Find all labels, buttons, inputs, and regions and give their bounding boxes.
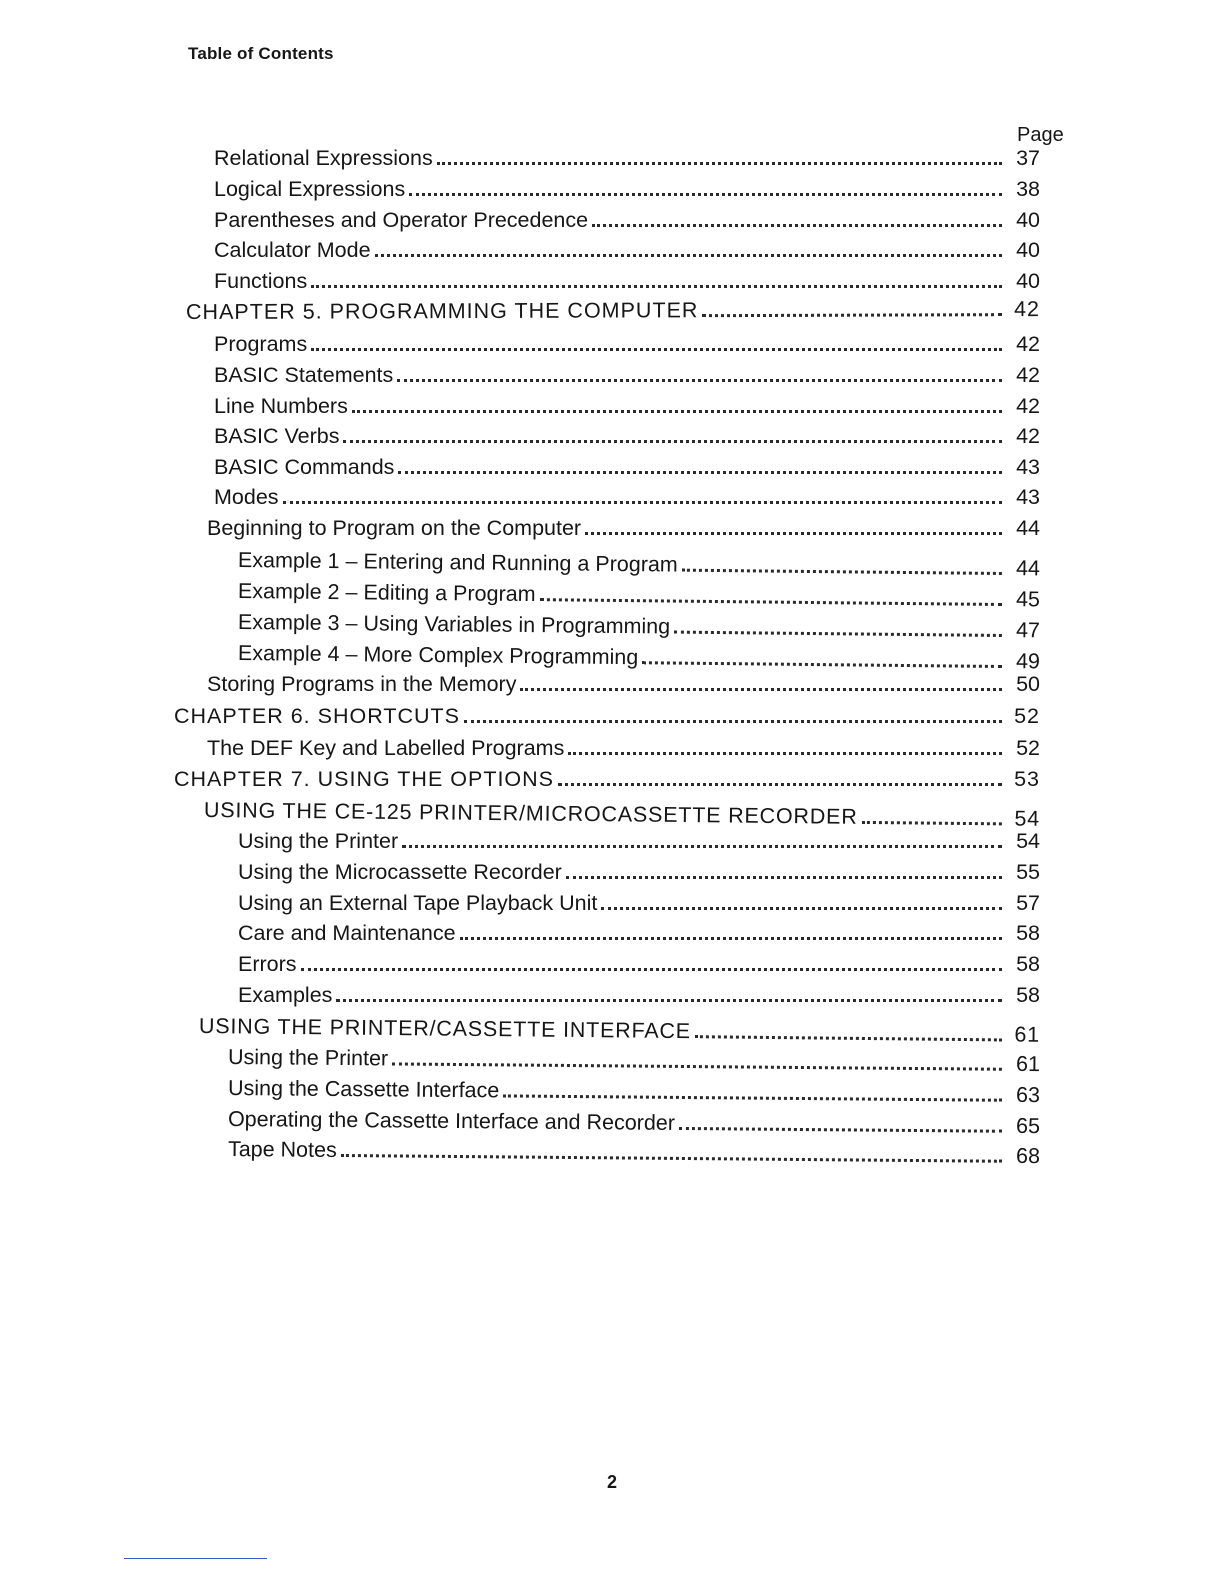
toc-entry-title: Storing Programs in the Memory xyxy=(207,672,517,696)
toc-entry-page: 45 xyxy=(1015,587,1041,612)
toc-entry-row xyxy=(214,330,1040,358)
toc-entry-page: 44 xyxy=(1015,556,1041,581)
toc-entry-page: 58 xyxy=(1016,983,1040,1007)
toc-entry-page: 63 xyxy=(1015,1082,1041,1108)
dot-leader xyxy=(674,631,1002,637)
page-header-title: Table of Contents xyxy=(188,44,334,63)
toc-entry-title: Relational Expressions xyxy=(214,146,433,170)
toc-entry-title: Example 1 – Entering and Running a Program xyxy=(237,548,678,577)
toc-entry-row xyxy=(228,1135,1040,1170)
toc-entry-page: 42 xyxy=(1014,297,1041,322)
toc-entry-row xyxy=(214,206,1040,234)
toc-entry-page: 55 xyxy=(1016,860,1040,884)
toc-entry-title: Logical Expressions xyxy=(214,177,406,201)
toc-entry-row xyxy=(214,175,1040,203)
toc-entry-page: 54 xyxy=(1014,806,1041,831)
dot-leader xyxy=(601,907,1002,910)
toc-entry-page: 53 xyxy=(1014,767,1040,791)
toc-entry-row xyxy=(214,392,1040,420)
dot-leader xyxy=(520,688,1002,691)
toc-entry-page: 40 xyxy=(1016,238,1040,262)
dot-leader xyxy=(341,1154,1002,1163)
toc-entry-row xyxy=(238,919,1040,947)
toc-entry-row xyxy=(238,858,1040,886)
dot-leader xyxy=(682,569,1002,575)
toc-entry-title: Example 2 – Editing a Program xyxy=(237,579,536,607)
dot-leader xyxy=(695,1035,1002,1041)
toc-entry-title: Care and Maintenance xyxy=(238,921,456,945)
dot-leader xyxy=(283,501,1002,504)
dot-leader xyxy=(460,937,1002,940)
toc-entry-row xyxy=(238,546,1040,582)
dot-leader xyxy=(398,471,1002,474)
toc-entry-row xyxy=(228,1074,1040,1109)
toc-chapter-row xyxy=(186,295,1040,326)
toc-entry-page: 57 xyxy=(1016,891,1040,915)
toc-entry-title: BASIC Statements xyxy=(214,363,394,387)
page-number: 2 xyxy=(606,1472,617,1492)
toc-entry-row xyxy=(207,734,1040,762)
toc-entry-row xyxy=(214,453,1040,481)
toc-entry-row xyxy=(207,670,1040,698)
dot-leader xyxy=(437,162,1002,165)
dot-leader xyxy=(642,661,1002,668)
dot-leader xyxy=(585,532,1002,535)
toc-entry-title: Using the Printer xyxy=(238,829,399,853)
toc-entry-page: 61 xyxy=(1015,1051,1041,1077)
dot-leader xyxy=(566,876,1002,879)
toc-entry-page: 37 xyxy=(1016,146,1040,170)
toc-entry-page: 43 xyxy=(1016,455,1040,479)
toc-entry-page: 52 xyxy=(1016,736,1040,760)
toc-entry-page: 65 xyxy=(1015,1113,1041,1139)
toc-entry-page: 54 xyxy=(1016,829,1040,853)
dot-leader xyxy=(679,1127,1002,1133)
toc-entry-row xyxy=(228,1105,1040,1140)
toc-entry-page: 68 xyxy=(1015,1143,1041,1169)
toc-entry-page: 58 xyxy=(1016,921,1040,945)
toc-entry-title: CHAPTER 5. PROGRAMMING THE COMPUTER xyxy=(185,298,699,324)
toc-entry-title: Example 4 – More Complex Programming xyxy=(237,641,639,670)
toc-entry-title: Tape Notes xyxy=(227,1137,337,1162)
toc-entry-row xyxy=(238,981,1040,1009)
toc-entry-title: Example 3 – Using Variables in Programming xyxy=(237,610,671,639)
toc-entry-page: 42 xyxy=(1016,363,1040,387)
toc-entry-row xyxy=(238,608,1040,644)
toc-entry-title: Using the Microcassette Recorder xyxy=(238,860,562,884)
toc-entry-row xyxy=(238,577,1040,613)
toc-entry-title: CHAPTER 6. SHORTCUTS xyxy=(174,704,460,728)
toc-entry-row xyxy=(238,827,1040,855)
toc-entry-page: 49 xyxy=(1015,649,1041,674)
toc-entry-page: 44 xyxy=(1016,516,1040,540)
toc-entry-title: The DEF Key and Labelled Programs xyxy=(207,736,565,760)
toc-entry-title: Modes xyxy=(214,485,279,509)
toc-entry-page: 40 xyxy=(1016,208,1040,232)
toc-entry-page: 61 xyxy=(1014,1022,1041,1047)
toc-entry-title: Line Numbers xyxy=(214,394,348,418)
toc-entry-page: 50 xyxy=(1016,672,1040,696)
dot-leader xyxy=(558,783,1002,786)
dot-leader xyxy=(375,254,1002,257)
dot-leader xyxy=(592,224,1002,227)
toc-entry-page: 38 xyxy=(1016,177,1040,201)
toc-entry-row xyxy=(214,483,1040,511)
dot-leader xyxy=(336,999,1002,1002)
dot-leader xyxy=(409,193,1002,196)
dot-leader xyxy=(311,285,1002,288)
toc-entry-title: Examples xyxy=(238,983,333,1007)
toc-entry-title: BASIC Commands xyxy=(214,455,395,479)
toc-entry-title: Programs xyxy=(214,332,308,356)
toc-entry-row xyxy=(214,236,1040,264)
dot-leader xyxy=(397,379,1002,382)
dot-leader xyxy=(301,968,1002,971)
dot-leader xyxy=(539,598,1001,606)
toc-entry-title: BASIC Verbs xyxy=(214,424,340,448)
toc-entry-row xyxy=(238,950,1040,978)
toc-entry-page: 52 xyxy=(1014,704,1040,728)
toc-entry-title: USING THE PRINTER/CASSETTE INTERFACE xyxy=(198,1014,692,1044)
dot-leader xyxy=(862,821,1002,825)
page-column-label: Page xyxy=(1017,124,1064,146)
toc-entry-title: Functions xyxy=(214,269,308,293)
toc-entry-title: Using an External Tape Playback Unit xyxy=(238,891,598,915)
toc-entry-page: 40 xyxy=(1016,269,1040,293)
toc-entry-title: Operating the Cassette Interface and Recorder xyxy=(227,1107,676,1135)
toc-entry-page: 42 xyxy=(1016,394,1040,418)
dot-leader xyxy=(392,1062,1002,1070)
dot-leader xyxy=(702,313,1002,317)
toc-entry-title: Using the Cassette Interface xyxy=(227,1076,500,1103)
toc-entry-row xyxy=(228,1043,1040,1078)
toc-entry-page: 47 xyxy=(1015,618,1041,643)
dot-leader xyxy=(343,440,1002,443)
toc-entry-title: CHAPTER 7. USING THE OPTIONS xyxy=(174,767,555,791)
toc-entry-row xyxy=(214,361,1040,389)
dot-leader xyxy=(503,1094,1002,1101)
toc-entry-page: 42 xyxy=(1016,332,1040,356)
footer-rule xyxy=(124,1558,267,1559)
toc-entry-row xyxy=(238,889,1040,917)
toc-chapter-row xyxy=(174,702,1040,730)
toc-entry-title: Beginning to Program on the Computer xyxy=(207,516,582,540)
toc-entry-row xyxy=(207,514,1040,542)
toc-entry-title: USING THE CE-125 PRINTER/MICROCASSETTE RECORDER xyxy=(203,798,858,829)
toc-entry-page: 43 xyxy=(1016,485,1040,509)
toc-entry-page: 42 xyxy=(1016,424,1040,448)
toc-chapter-row xyxy=(174,765,1040,793)
toc-entry-title: Calculator Mode xyxy=(214,238,371,262)
toc-entry-row xyxy=(214,267,1040,295)
dot-leader xyxy=(568,752,1002,755)
dot-leader xyxy=(402,845,1002,848)
toc-entry-row xyxy=(214,144,1040,172)
toc-entry-page: 58 xyxy=(1016,952,1040,976)
toc-entry-title: Parentheses and Operator Precedence xyxy=(214,208,589,232)
dot-leader xyxy=(311,348,1002,351)
toc-entry-title: Using the Printer xyxy=(227,1045,389,1071)
dot-leader xyxy=(464,720,1002,723)
toc-entry-title: Errors xyxy=(238,952,297,976)
toc-entry-row xyxy=(214,422,1040,450)
dot-leader xyxy=(352,410,1002,413)
